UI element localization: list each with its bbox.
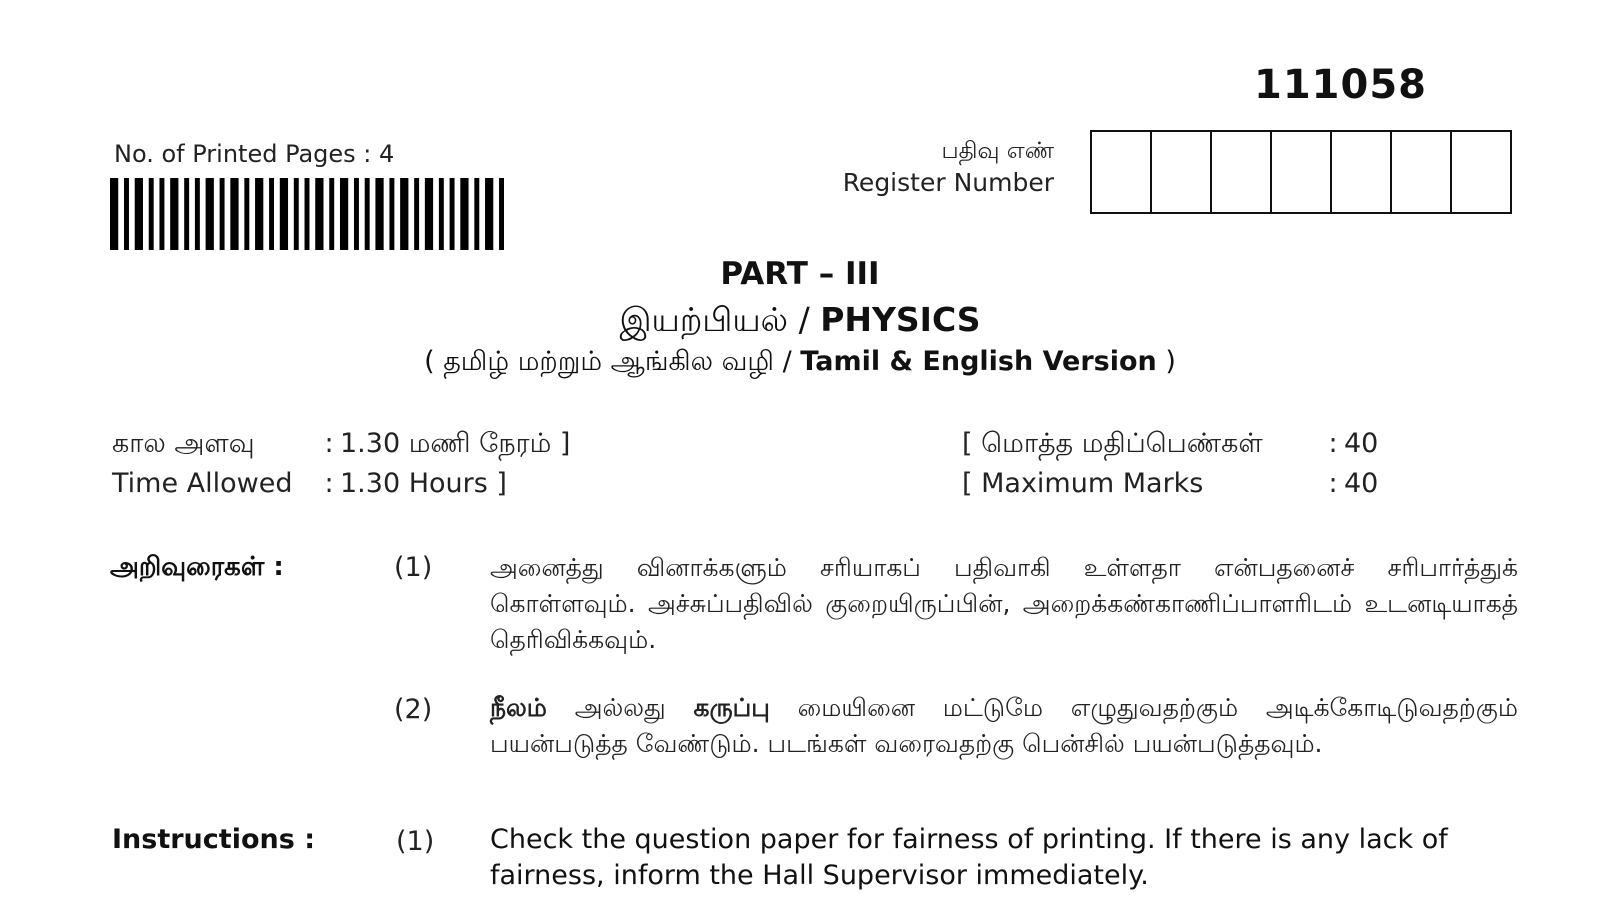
barcode-bar	[425, 178, 433, 250]
ink-blue: நீலம்	[490, 693, 547, 722]
version-english: Tamil & English Version	[800, 346, 1157, 377]
colon: :	[324, 468, 334, 499]
instruction-number: (1)	[394, 552, 433, 583]
barcode-bar	[365, 178, 370, 250]
register-digit-box[interactable]	[1152, 132, 1212, 212]
colon: :	[324, 428, 334, 459]
barcode-bar	[389, 178, 394, 250]
barcode-bar	[474, 178, 479, 250]
barcode-bar	[439, 178, 444, 250]
barcode-bar	[329, 178, 334, 250]
barcode-bar	[269, 178, 274, 250]
paper-code: 111058	[1254, 62, 1427, 108]
maximum-marks-english	[962, 468, 1404, 499]
barcode-bar	[305, 178, 310, 250]
barcode-bar	[149, 178, 154, 250]
register-digit-box[interactable]	[1452, 132, 1510, 212]
subject-title	[0, 300, 1600, 344]
version-open: (	[424, 346, 444, 377]
register-number-boxes[interactable]	[1090, 130, 1512, 214]
subject-separator: /	[788, 300, 821, 339]
version-line	[0, 346, 1600, 381]
version-close: )	[1156, 346, 1176, 377]
instructions-heading-english: Instructions :	[112, 824, 315, 855]
register-digit-box[interactable]	[1272, 132, 1332, 212]
register-digit-box[interactable]	[1092, 132, 1152, 212]
marks-value-tamil: 40	[1344, 428, 1379, 459]
barcode-bar	[414, 178, 419, 250]
colon: :	[1328, 468, 1338, 499]
register-label-english: Register Number	[842, 168, 1054, 197]
barcode-bar	[159, 178, 164, 250]
time-value-tamil: 1.30 மணி நேரம் ]	[340, 428, 571, 459]
instruction-tamil-2	[490, 690, 1518, 762]
barcode-bar	[315, 178, 323, 250]
barcode	[110, 178, 504, 250]
instruction-english-1: Check the question paper for fairness of printing. If there is any lack of fairness, inform the Hall Supervisor immediately.	[490, 824, 1448, 891]
marks-value-english: 40	[1344, 468, 1379, 499]
marks-label-tamil: [ மொத்த மதிப்பெண்கள்	[962, 428, 1263, 459]
subject-tamil: இயற்பியல்	[619, 300, 789, 339]
time-label-english: Time Allowed	[112, 468, 293, 499]
barcode-bar	[340, 178, 348, 250]
barcode-bar	[400, 178, 408, 250]
instruction-text: அல்லது	[546, 693, 694, 722]
barcode-bar	[230, 178, 238, 250]
time-allowed-english	[112, 468, 507, 499]
register-digit-box[interactable]	[1332, 132, 1392, 212]
time-label-tamil: கால அளவு	[112, 428, 255, 459]
register-digit-box[interactable]	[1212, 132, 1272, 212]
version-separator: /	[774, 346, 801, 377]
instruction-number: (1)	[396, 826, 435, 857]
barcode-bar	[110, 178, 118, 250]
register-digit-box[interactable]	[1392, 132, 1452, 212]
marks-label-english: [ Maximum Marks	[962, 468, 1204, 499]
time-allowed-tamil	[112, 428, 570, 463]
barcode-bar	[450, 178, 455, 250]
barcode-bar	[220, 178, 225, 250]
printed-pages-count: No. of Printed Pages : 4	[114, 140, 395, 168]
barcode-bar	[499, 178, 504, 250]
barcode-bar	[294, 178, 299, 250]
time-value-english: 1.30 Hours ]	[340, 468, 507, 499]
barcode-bar	[135, 178, 143, 250]
barcode-bar	[206, 178, 214, 250]
part-title: PART – III	[720, 256, 880, 292]
barcode-bar	[375, 178, 383, 250]
barcode-bar	[485, 178, 493, 250]
barcode-bar	[170, 178, 178, 250]
colon: :	[1328, 428, 1338, 459]
barcode-bar	[460, 178, 468, 250]
register-label-tamil: பதிவு எண்	[941, 138, 1054, 164]
barcode-bar	[195, 178, 200, 250]
subject-english: PHYSICS	[820, 300, 981, 339]
barcode-bar	[184, 178, 189, 250]
instruction-tamil-1: அனைத்து வினாக்களும் சரியாகப் பதிவாகி உள்ளதா என்பதனைச் சரிபார்த்துக் கொள்ளவும். அச்சுப்பதிவில் குறையிருப்பின், அறைக்கண்காணிப்பாளரிடம் உடனடியாகத் தெரிவிக்கவும்.	[490, 553, 1518, 654]
ink-black: கருப்பு	[693, 693, 770, 722]
version-tamil: தமிழ் மற்றும் ஆங்கில வழி	[443, 346, 775, 377]
instruction-number: (2)	[394, 694, 433, 725]
maximum-marks-tamil	[962, 428, 1404, 463]
barcode-bar	[244, 178, 249, 250]
instruction-text: மையினை மட்டுமே எழுதுவதற்கும் அடிக்கோடிடுவதற்கும் பயன்படுத்த வேண்டும். படங்கள் வரைவதற்கு பென்சில் பயன்படுத்தவும்.	[490, 693, 1518, 758]
instructions-heading-tamil: அறிவுரைகள் :	[110, 552, 284, 582]
barcode-bar	[354, 178, 359, 250]
barcode-bar	[255, 178, 263, 250]
barcode-bar	[280, 178, 288, 250]
barcode-bar	[124, 178, 129, 250]
